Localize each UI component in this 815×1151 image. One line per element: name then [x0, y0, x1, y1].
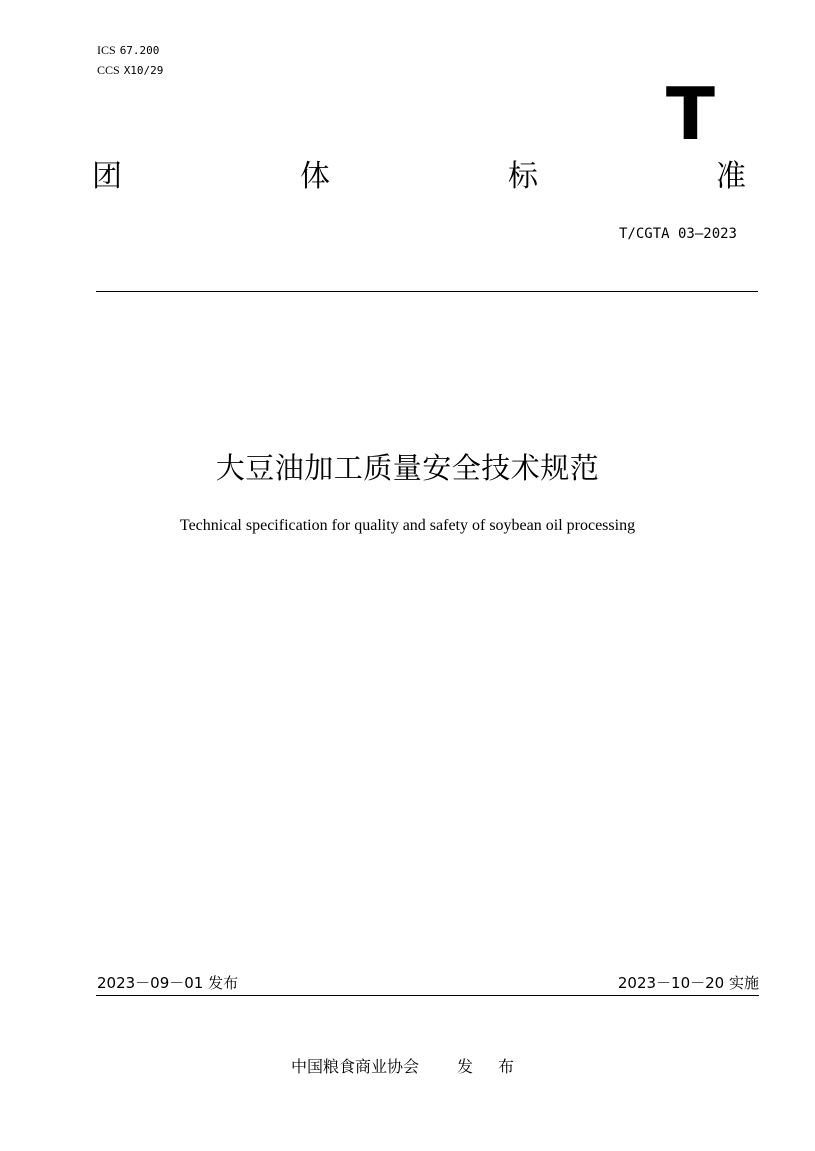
standard-code: T/CGTA 03—2023	[618, 226, 737, 242]
ccs-line	[97, 62, 163, 79]
issuer-name: 中国粮食商业协会	[290, 1057, 419, 1076]
ccs-label: CCS	[97, 63, 120, 77]
publish-date: 2023－09－01 发布	[97, 974, 239, 992]
ics-value: 67.200	[119, 44, 160, 57]
standard-letter: T	[665, 72, 715, 156]
title-english: Technical specification for quality and safety of soybean oil processing	[179, 517, 636, 534]
ccs-value: X10/29	[123, 64, 164, 77]
standard-type-char: 团	[92, 159, 122, 194]
standard-type-char: 体	[300, 159, 330, 194]
issuer	[0, 1054, 815, 1077]
header-divider	[96, 291, 758, 292]
ics-label: ICS	[97, 43, 116, 57]
implement-date: 2023－10－20 实施	[617, 974, 759, 992]
footer-divider	[96, 995, 759, 996]
issuer-verb: 发 布	[456, 1057, 525, 1076]
ics-line	[97, 42, 159, 59]
title-chinese: 大豆油加工质量安全技术规范	[215, 451, 600, 485]
standard-type-char: 准	[716, 159, 746, 194]
standard-type-char: 标	[508, 159, 538, 194]
